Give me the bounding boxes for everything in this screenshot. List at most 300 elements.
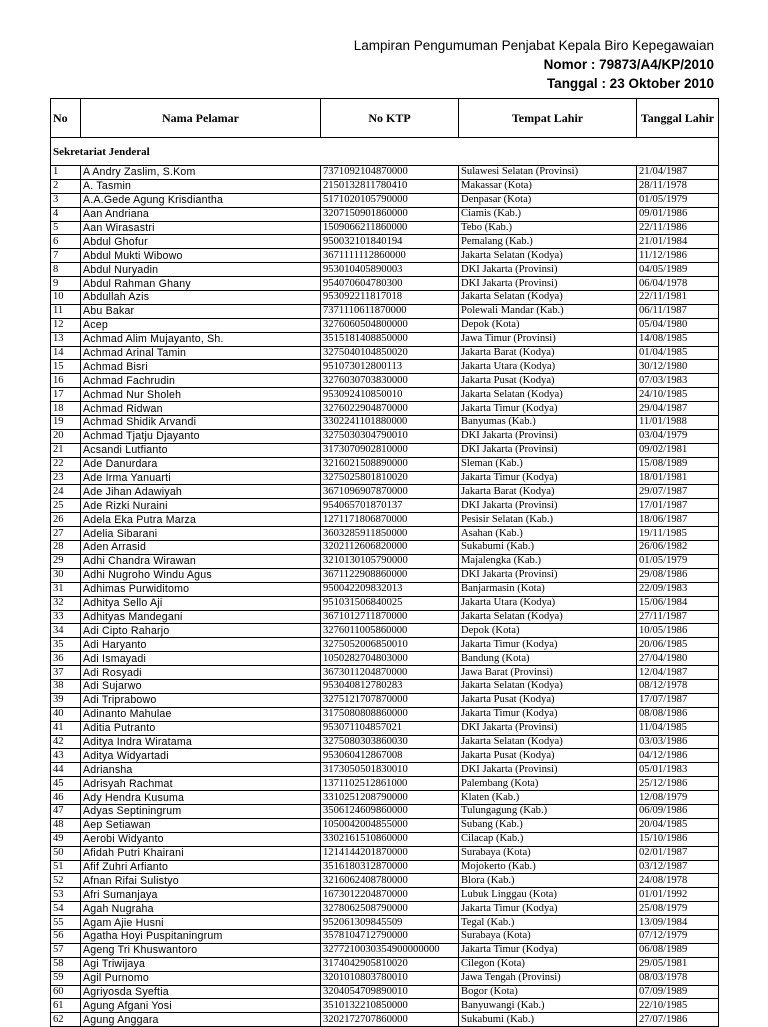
applicant-name: A. Tasmin <box>81 179 321 193</box>
row-number: 13 <box>51 332 81 346</box>
ktp-number: 953092211817018 <box>321 291 459 305</box>
table-row <box>51 499 719 513</box>
birth-date: 28/11/1978 <box>637 179 719 193</box>
row-number: 58 <box>51 957 81 971</box>
ktp-number: 7371092104870000 <box>321 166 459 180</box>
table-row <box>51 179 719 193</box>
birth-date: 20/04/1985 <box>637 818 719 832</box>
ktp-number: 1214144201870000 <box>321 846 459 860</box>
ktp-number: 3275080303860030 <box>321 735 459 749</box>
row-number: 30 <box>51 568 81 582</box>
applicant-name: Aerobi Widyanto <box>81 832 321 846</box>
birth-place: DKI Jakarta (Provinsi) <box>459 721 637 735</box>
row-number: 43 <box>51 749 81 763</box>
table-header-row <box>51 99 719 138</box>
birth-place: Lubuk Linggau (Kota) <box>459 888 637 902</box>
row-number: 17 <box>51 388 81 402</box>
table-row <box>51 582 719 596</box>
birth-date: 10/05/1986 <box>637 624 719 638</box>
table-row <box>51 652 719 666</box>
applicant-name: Adhityas Mandegani <box>81 610 321 624</box>
table-row <box>51 679 719 693</box>
birth-date: 05/04/1980 <box>637 318 719 332</box>
birth-date: 13/09/1984 <box>637 916 719 930</box>
table-row <box>51 1013 719 1027</box>
applicant-name: Adi Sujarwo <box>81 679 321 693</box>
row-number: 1 <box>51 166 81 180</box>
applicant-name: Adi Triprabowo <box>81 693 321 707</box>
table-row <box>51 429 719 443</box>
birth-date: 11/12/1986 <box>637 249 719 263</box>
table-row <box>51 846 719 860</box>
table-row <box>51 888 719 902</box>
applicant-name: Abdullah Azis <box>81 291 321 305</box>
table-row <box>51 666 719 680</box>
applicant-name: Abdul Nuryadin <box>81 263 321 277</box>
row-number: 27 <box>51 527 81 541</box>
column-header-name: Nama Pelamar <box>81 99 321 138</box>
ktp-number: 953071104857021 <box>321 721 459 735</box>
table-row <box>51 568 719 582</box>
table-row <box>51 193 719 207</box>
row-number: 50 <box>51 846 81 860</box>
table-row <box>51 874 719 888</box>
applicant-name: Abdul Mukti Wibowo <box>81 249 321 263</box>
birth-place: Depok (Kota) <box>459 624 637 638</box>
table-row <box>51 166 719 180</box>
birth-place: Klaten (Kab.) <box>459 791 637 805</box>
row-number: 31 <box>51 582 81 596</box>
applicant-name: Agriyosda Syeftia <box>81 985 321 999</box>
table-row <box>51 332 719 346</box>
birth-place: Denpasar (Kota) <box>459 193 637 207</box>
applicant-name: Adelia Sibarani <box>81 527 321 541</box>
birth-date: 06/09/1986 <box>637 804 719 818</box>
birth-place: Jakarta Selatan (Kodya) <box>459 249 637 263</box>
table-row <box>51 818 719 832</box>
applicant-name: Achmad Ridwan <box>81 402 321 416</box>
table-row <box>51 860 719 874</box>
birth-place: Subang (Kab.) <box>459 818 637 832</box>
birth-place: DKI Jakarta (Provinsi) <box>459 429 637 443</box>
header-number: Nomor : 79873/A4/KP/2010 <box>543 57 714 72</box>
row-number: 36 <box>51 652 81 666</box>
row-number: 62 <box>51 1013 81 1027</box>
birth-place: Sukabumi (Kab.) <box>459 541 637 555</box>
birth-date: 01/05/1979 <box>637 193 719 207</box>
ktp-number: 953060412867008 <box>321 749 459 763</box>
applicant-name: Ade Irma Yanuarti <box>81 471 321 485</box>
row-number: 2 <box>51 179 81 193</box>
birth-date: 29/07/1987 <box>637 485 719 499</box>
ktp-number: 953092410850010 <box>321 388 459 402</box>
applicant-name: Achmad Fachrudin <box>81 374 321 388</box>
table-row <box>51 277 719 291</box>
row-number: 8 <box>51 263 81 277</box>
table-row <box>51 902 719 916</box>
applicant-name: Adi Haryanto <box>81 638 321 652</box>
applicant-name: Achmad Arinal Tamin <box>81 346 321 360</box>
row-number: 39 <box>51 693 81 707</box>
table-row <box>51 346 719 360</box>
row-number: 11 <box>51 304 81 318</box>
applicant-name: Adinanto Mahulae <box>81 707 321 721</box>
applicant-name: Ade Rizki Nuraini <box>81 499 321 513</box>
ktp-number: 3578104712790000 <box>321 929 459 943</box>
row-number: 21 <box>51 443 81 457</box>
applicant-name: Adhimas Purwiditomo <box>81 582 321 596</box>
row-number: 24 <box>51 485 81 499</box>
applicant-name: Acsandi Lutfianto <box>81 443 321 457</box>
table-row <box>51 457 719 471</box>
ktp-number: 3515181408850000 <box>321 332 459 346</box>
birth-date: 07/03/1983 <box>637 374 719 388</box>
birth-date: 18/06/1987 <box>637 513 719 527</box>
birth-date: 15/10/1986 <box>637 832 719 846</box>
birth-place: Jawa Barat (Provinsi) <box>459 666 637 680</box>
applicant-name: Acep <box>81 318 321 332</box>
birth-date: 22/09/1983 <box>637 582 719 596</box>
applicant-name: Adi Cipto Raharjo <box>81 624 321 638</box>
ktp-number: 3671096907870000 <box>321 485 459 499</box>
birth-place: Surabaya (Kota) <box>459 846 637 860</box>
applicant-table <box>50 98 719 1027</box>
applicant-name: Adhi Nugroho Windu Agus <box>81 568 321 582</box>
applicant-name: Achmad Tjatju Djayanto <box>81 429 321 443</box>
ktp-number: 3174042905810020 <box>321 957 459 971</box>
row-number: 15 <box>51 360 81 374</box>
table-row <box>51 693 719 707</box>
row-number: 12 <box>51 318 81 332</box>
ktp-number: 1050282704803000 <box>321 652 459 666</box>
birth-place: Jakarta Selatan (Kodya) <box>459 679 637 693</box>
row-number: 19 <box>51 416 81 430</box>
birth-place: Sulawesi Selatan (Provinsi) <box>459 166 637 180</box>
row-number: 10 <box>51 291 81 305</box>
applicant-name: Abdul Rahman Ghany <box>81 277 321 291</box>
birth-date: 08/12/1978 <box>637 679 719 693</box>
birth-place: Jakarta Pusat (Kodya) <box>459 749 637 763</box>
ktp-number: 3510132210850000 <box>321 999 459 1013</box>
birth-date: 12/08/1979 <box>637 791 719 805</box>
row-number: 3 <box>51 193 81 207</box>
table-row <box>51 221 719 235</box>
ktp-number: 950042209832013 <box>321 582 459 596</box>
birth-place: Banjarmasin (Kota) <box>459 582 637 596</box>
applicant-name: Agatha Hoyi Puspitaningrum <box>81 929 321 943</box>
row-number: 4 <box>51 207 81 221</box>
applicant-name: Abu Bakar <box>81 304 321 318</box>
row-number: 52 <box>51 874 81 888</box>
applicant-name: Achmad Shidik Arvandi <box>81 416 321 430</box>
birth-place: Jakarta Timur (Kodya) <box>459 943 637 957</box>
birth-place: Blora (Kab.) <box>459 874 637 888</box>
birth-place: Cilacap (Kab.) <box>459 832 637 846</box>
table-row <box>51 235 719 249</box>
birth-place: Bandung (Kota) <box>459 652 637 666</box>
row-number: 14 <box>51 346 81 360</box>
birth-date: 20/06/1985 <box>637 638 719 652</box>
table-row <box>51 249 719 263</box>
applicant-name: Agah Nugraha <box>81 902 321 916</box>
table-row <box>51 360 719 374</box>
table-row <box>51 443 719 457</box>
applicant-name: Afnan Rifai Sulistyo <box>81 874 321 888</box>
birth-date: 29/04/1987 <box>637 402 719 416</box>
row-number: 22 <box>51 457 81 471</box>
ktp-number: 3202112606820000 <box>321 541 459 555</box>
ktp-number: 1271171806870000 <box>321 513 459 527</box>
row-number: 25 <box>51 499 81 513</box>
birth-date: 01/04/1985 <box>637 346 719 360</box>
birth-date: 09/01/1986 <box>637 207 719 221</box>
table-row <box>51 402 719 416</box>
birth-date: 02/01/1987 <box>637 846 719 860</box>
ktp-number: 3276060504800000 <box>321 318 459 332</box>
ktp-number: 3210130105790000 <box>321 554 459 568</box>
ktp-number: 7371110611870000 <box>321 304 459 318</box>
row-number: 49 <box>51 832 81 846</box>
applicant-name: Agil Purnomo <box>81 971 321 985</box>
birth-date: 03/12/1987 <box>637 860 719 874</box>
ktp-number: 3516180312870000 <box>321 860 459 874</box>
birth-place: Jakarta Barat (Kodya) <box>459 346 637 360</box>
row-number: 37 <box>51 666 81 680</box>
row-number: 9 <box>51 277 81 291</box>
table-row <box>51 791 719 805</box>
applicant-name: Achmad Alim Mujayanto, Sh. <box>81 332 321 346</box>
birth-place: Jakarta Pusat (Kodya) <box>459 374 637 388</box>
table-row <box>51 721 719 735</box>
birth-date: 06/04/1978 <box>637 277 719 291</box>
birth-place: DKI Jakarta (Provinsi) <box>459 263 637 277</box>
birth-date: 05/01/1983 <box>637 763 719 777</box>
birth-place: Jakarta Selatan (Kodya) <box>459 735 637 749</box>
applicant-name: Adhi Chandra Wirawan <box>81 554 321 568</box>
birth-date: 17/01/1987 <box>637 499 719 513</box>
applicant-name: Adi Rosyadi <box>81 666 321 680</box>
applicant-name: A.A.Gede Agung Krisdiantha <box>81 193 321 207</box>
row-number: 20 <box>51 429 81 443</box>
row-number: 28 <box>51 541 81 555</box>
birth-date: 27/04/1980 <box>637 652 719 666</box>
birth-date: 15/06/1984 <box>637 596 719 610</box>
birth-place: Cilegon (Kota) <box>459 957 637 971</box>
row-number: 33 <box>51 610 81 624</box>
birth-date: 14/08/1985 <box>637 332 719 346</box>
ktp-number: 3278062508790000 <box>321 902 459 916</box>
ktp-number: 1371102512861000 <box>321 777 459 791</box>
applicant-name: Ade Jihan Adawiyah <box>81 485 321 499</box>
table-row <box>51 999 719 1013</box>
birth-date: 07/09/1989 <box>637 985 719 999</box>
birth-place: Sukabumi (Kab.) <box>459 1013 637 1027</box>
table-row <box>51 304 719 318</box>
row-number: 16 <box>51 374 81 388</box>
table-row <box>51 832 719 846</box>
row-number: 26 <box>51 513 81 527</box>
birth-place: Jawa Tengah (Provinsi) <box>459 971 637 985</box>
row-number: 56 <box>51 929 81 943</box>
ktp-number: 3277210030354900000000 <box>321 943 459 957</box>
birth-place: Banyuwangi (Kab.) <box>459 999 637 1013</box>
applicant-name: Adriansha <box>81 763 321 777</box>
row-number: 6 <box>51 235 81 249</box>
birth-place: Jakarta Selatan (Kodya) <box>459 291 637 305</box>
applicant-name: Adhitya Sello Aji <box>81 596 321 610</box>
ktp-number: 3671122908860000 <box>321 568 459 582</box>
section-label: Sekretariat Jenderal <box>51 138 719 166</box>
table-row <box>51 263 719 277</box>
birth-date: 29/05/1981 <box>637 957 719 971</box>
table-row <box>51 707 719 721</box>
birth-place: Bogor (Kota) <box>459 985 637 999</box>
table-row <box>51 554 719 568</box>
birth-date: 26/06/1982 <box>637 541 719 555</box>
birth-date: 27/11/1987 <box>637 610 719 624</box>
birth-place: Pesisir Selatan (Kab.) <box>459 513 637 527</box>
table-row <box>51 596 719 610</box>
ktp-number: 954070604780300 <box>321 277 459 291</box>
row-number: 29 <box>51 554 81 568</box>
applicant-name: Aditya Widyartadi <box>81 749 321 763</box>
table-row <box>51 957 719 971</box>
table-row <box>51 777 719 791</box>
row-number: 60 <box>51 985 81 999</box>
ktp-number: 3275030304790010 <box>321 429 459 443</box>
table-row <box>51 318 719 332</box>
ktp-number: 1050042004855000 <box>321 818 459 832</box>
ktp-number: 3603285911850000 <box>321 527 459 541</box>
birth-place: Depok (Kota) <box>459 318 637 332</box>
applicant-name: Ady Hendra Kusuma <box>81 791 321 805</box>
birth-place: DKI Jakarta (Provinsi) <box>459 763 637 777</box>
applicant-name: Agam Ajie Husni <box>81 916 321 930</box>
row-number: 23 <box>51 471 81 485</box>
birth-date: 27/07/1986 <box>637 1013 719 1027</box>
row-number: 5 <box>51 221 81 235</box>
applicant-name: Abdul Ghofur <box>81 235 321 249</box>
ktp-number: 3671111112860000 <box>321 249 459 263</box>
birth-date: 15/08/1989 <box>637 457 719 471</box>
ktp-number: 951031506840025 <box>321 596 459 610</box>
birth-place: Makassar (Kota) <box>459 179 637 193</box>
applicant-name: Achmad Nur Sholeh <box>81 388 321 402</box>
applicant-name: Afri Sumanjaya <box>81 888 321 902</box>
column-header-birthdate: Tanggal Lahir <box>637 99 719 138</box>
ktp-number: 3302161510860000 <box>321 832 459 846</box>
birth-date: 21/04/1987 <box>637 166 719 180</box>
table-row <box>51 943 719 957</box>
ktp-number: 1673012204870000 <box>321 888 459 902</box>
birth-place: DKI Jakarta (Provinsi) <box>459 499 637 513</box>
birth-place: Jakarta Timur (Kodya) <box>459 902 637 916</box>
birth-date: 03/04/1979 <box>637 429 719 443</box>
applicant-name: Aep Setiawan <box>81 818 321 832</box>
birth-place: DKI Jakarta (Provinsi) <box>459 568 637 582</box>
birth-place: Jakarta Utara (Kodya) <box>459 360 637 374</box>
row-number: 34 <box>51 624 81 638</box>
birth-date: 06/11/1987 <box>637 304 719 318</box>
applicant-name: A Andry Zaslim, S.Kom <box>81 166 321 180</box>
ktp-number: 3673011204870000 <box>321 666 459 680</box>
ktp-number: 3276022904870000 <box>321 402 459 416</box>
birth-place: Majalengka (Kab.) <box>459 554 637 568</box>
birth-place: Jakarta Utara (Kodya) <box>459 596 637 610</box>
birth-date: 21/01/1984 <box>637 235 719 249</box>
birth-place: Mojokerto (Kab.) <box>459 860 637 874</box>
ktp-number: 3275040104850020 <box>321 346 459 360</box>
birth-place: Tebo (Kab.) <box>459 221 637 235</box>
row-number: 38 <box>51 679 81 693</box>
ktp-number: 3506124609860000 <box>321 804 459 818</box>
row-number: 47 <box>51 804 81 818</box>
birth-date: 24/08/1978 <box>637 874 719 888</box>
table-row <box>51 513 719 527</box>
table-row <box>51 471 719 485</box>
ktp-number: 3275121707870000 <box>321 693 459 707</box>
ktp-number: 3173050501830010 <box>321 763 459 777</box>
document-header <box>354 36 714 93</box>
ktp-number: 3207150901860000 <box>321 207 459 221</box>
birth-place: Palembang (Kota) <box>459 777 637 791</box>
table-row <box>51 985 719 999</box>
birth-date: 24/10/1985 <box>637 388 719 402</box>
table-row <box>51 916 719 930</box>
table-row <box>51 763 719 777</box>
birth-place: Tulungagung (Kab.) <box>459 804 637 818</box>
birth-place: Surabaya (Kota) <box>459 929 637 943</box>
birth-place: Asahan (Kab.) <box>459 527 637 541</box>
applicant-name: Ade Danurdara <box>81 457 321 471</box>
birth-date: 01/05/1979 <box>637 554 719 568</box>
ktp-number: 954065701870137 <box>321 499 459 513</box>
birth-date: 17/07/1987 <box>637 693 719 707</box>
row-number: 59 <box>51 971 81 985</box>
header-date: Tanggal : 23 Oktober 2010 <box>546 76 714 91</box>
table-row <box>51 749 719 763</box>
row-number: 53 <box>51 888 81 902</box>
applicant-name: Agi Triwijaya <box>81 957 321 971</box>
birth-place: DKI Jakarta (Provinsi) <box>459 443 637 457</box>
row-number: 35 <box>51 638 81 652</box>
birth-place: Pemalang (Kab.) <box>459 235 637 249</box>
birth-place: Jakarta Selatan (Kodya) <box>459 388 637 402</box>
ktp-number: 3310251208790000 <box>321 791 459 805</box>
ktp-number: 3216021508890000 <box>321 457 459 471</box>
birth-date: 25/08/1979 <box>637 902 719 916</box>
table-row <box>51 624 719 638</box>
table-row <box>51 291 719 305</box>
birth-date: 11/01/1988 <box>637 416 719 430</box>
ktp-number: 3275052006850010 <box>321 638 459 652</box>
applicant-name: Adyas Septiningrum <box>81 804 321 818</box>
table-row <box>51 929 719 943</box>
birth-date: 01/01/1992 <box>637 888 719 902</box>
birth-place: Jakarta Timur (Kodya) <box>459 638 637 652</box>
table-row <box>51 416 719 430</box>
birth-date: 22/11/1986 <box>637 221 719 235</box>
birth-date: 30/12/1980 <box>637 360 719 374</box>
applicant-name: Aden Arrasid <box>81 541 321 555</box>
ktp-number: 3175080808860000 <box>321 707 459 721</box>
birth-date: 25/12/1986 <box>637 777 719 791</box>
table-row <box>51 207 719 221</box>
ktp-number: 3671012711870000 <box>321 610 459 624</box>
applicant-name: Adela Eka Putra Marza <box>81 513 321 527</box>
ktp-number: 953010405890003 <box>321 263 459 277</box>
birth-date: 29/08/1986 <box>637 568 719 582</box>
